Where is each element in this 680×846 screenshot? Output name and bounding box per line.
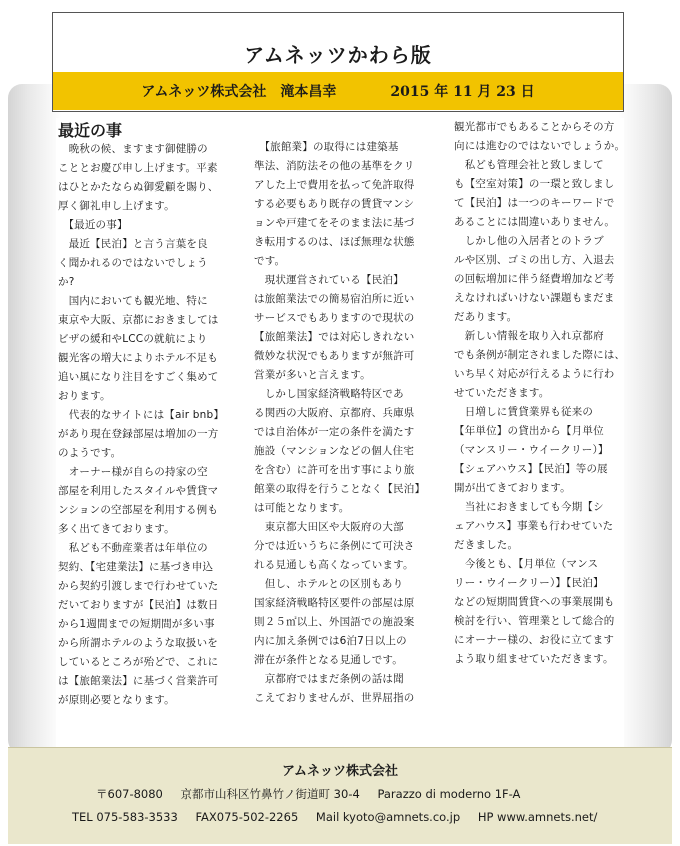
article-line: 新しい情報を取り入れ京都府	[454, 330, 604, 342]
article-line: る関西の大阪府、京都府、兵庫県	[254, 407, 415, 419]
article-line: などの短期間賃貸への事業展開も	[454, 596, 615, 608]
article-line: く聞かれるのではないでしょう	[58, 257, 208, 269]
article-line: の回転増加に伴う経費増加など考	[454, 273, 615, 285]
article-line: リー・ウイークリー）】【民泊】	[454, 577, 604, 589]
article-line: はひとかたならぬ御愛顧を賜り、	[58, 181, 219, 193]
article-line: 晩秋の候、ますます御健勝の	[58, 143, 208, 155]
article-column-1	[58, 140, 234, 710]
article-line: が原則必要となります。	[58, 694, 175, 706]
article-line: 私ども管理会社と致しまして	[454, 159, 604, 171]
footer-contact-line	[72, 810, 611, 824]
article-line: 厚く御礼申し上げます。	[58, 200, 175, 212]
article-line: から所謂ホテルのような取扱いを	[58, 637, 218, 649]
article-line: しかし他の入居者とのトラブ	[454, 235, 604, 247]
article-line: サービスでもありますので現状の	[254, 312, 415, 324]
article-line: 営業が多いと言えます。	[254, 369, 371, 381]
article-line: えなければいけない課題もまだま	[454, 292, 615, 304]
article-line: 京都府ではまだ条例の話は聞	[254, 673, 404, 685]
article-line: 【シェアハウス】【民泊】等の展	[454, 463, 608, 475]
article-line: しかし国家経済戦略特区であ	[254, 388, 404, 400]
article-line: 内に加え条例では6泊7日以上の	[254, 635, 407, 647]
article-line: する必要もあり既存の賃貸マンシ	[254, 198, 415, 210]
article-line: 館業の取得を行うことなく【民泊】	[254, 483, 426, 495]
article-line: 最近【民泊】と言う言葉を良	[58, 238, 208, 250]
article-line: も【空室対策】の一環と致しまし	[454, 178, 615, 190]
article-line: 国内においても観光地、特に	[58, 295, 208, 307]
article-line: にオーナー様の、お役に立てます	[454, 634, 615, 646]
article-line: 【年単位】の貸出から【月単位	[454, 425, 604, 437]
article-line: 今後とも、【月単位（マンス	[454, 558, 599, 570]
article-line: か?	[58, 276, 75, 288]
article-line: 私ども不動産業者は年単位の	[58, 542, 208, 554]
article-line: おります。	[58, 390, 111, 402]
article-line: 則２５㎡以上、外国語での施設案	[254, 616, 415, 628]
article-line: のようです。	[58, 447, 122, 459]
footer-tel: TEL 075-583-3533	[72, 810, 178, 824]
article-line: 観光客の増大によりホテル不足も	[58, 352, 218, 364]
article-line: 日増しに賃貸業界も従来の	[454, 406, 594, 418]
footer-company: アムネッツ株式会社	[281, 764, 399, 779]
article-line: いち早く対応が行えるように行わ	[454, 368, 615, 380]
article-line: は可能となります。	[254, 502, 350, 514]
article-line: だきました。	[454, 539, 519, 551]
article-line: て【民泊】は一つのキーワードで	[454, 197, 615, 209]
footer-postal: 〒607-8080	[96, 787, 163, 801]
article-line: ルや区別、ゴミの出し方、入退去	[454, 254, 615, 266]
footer-mail[interactable]: Mail kyoto@amnets.co.jp	[315, 810, 461, 824]
article-line: だあります。	[454, 311, 518, 323]
article-line: ェアハウス】事業も行わせていた	[454, 520, 614, 532]
article-line: き転用するのは、ほぼ無理な状態	[254, 236, 415, 248]
article-line: ンションの空部屋を利用する例も	[58, 504, 219, 516]
article-line: 代表的なサイトには【air bnb】	[58, 409, 225, 421]
article-line: あることには間違いありません。	[454, 216, 616, 228]
article-line: れる見通しも高くなっています。	[254, 559, 414, 571]
article-line: （マンスリー・ウイークリー）】	[454, 444, 609, 456]
article-line: 微妙な状況でもありますが無許可	[254, 350, 415, 362]
article-line: から契約引渡しまで行わせていた	[58, 580, 219, 592]
article-line: 契約、【宅建業法】に基づき申込	[58, 561, 214, 573]
article-line: 追い風になり注目をすごく集めて	[58, 371, 219, 383]
article-line: から1週間までの短期間が多い事	[58, 618, 215, 630]
byline-band	[53, 72, 623, 110]
article-line: 東京都大田区や大阪府の大部	[254, 521, 404, 533]
company-author: アムネッツ株式会社 滝本昌幸	[141, 84, 337, 100]
article-body	[56, 118, 624, 748]
article-line: は旅館業法での簡易宿泊所に近い	[254, 293, 415, 305]
footer-address: 京都市山科区竹鼻竹ノ街道町 30-4	[180, 787, 360, 801]
article-line: 準法、消防法その他の基準をクリ	[254, 160, 415, 172]
article-line: オーナー様が自らの持家の空	[58, 466, 208, 478]
footer-address-line	[96, 786, 534, 802]
article-line: 検討を行い、管理業として総合的	[454, 615, 615, 627]
newsletter-header	[52, 12, 624, 112]
article-heading: 最近の事	[58, 121, 123, 140]
article-line: 東京や大阪、京都におきましては	[58, 314, 219, 326]
article-line: 観光都市でもあることからその方	[454, 121, 615, 133]
footer-building: Parazzo di moderno 1F-A	[377, 787, 521, 801]
article-line: 部屋を利用したスタイルや賃貸マ	[58, 485, 219, 497]
article-line: 現状運営されている【民泊】	[254, 274, 404, 286]
article-line: 当社におきましても今期【シ	[454, 501, 604, 513]
article-line: ョンや戸建てをそのまま法に基づ	[254, 217, 415, 229]
article-line: 【最近の事】	[58, 219, 128, 231]
article-line: 滞在が条件となる見通しです。	[254, 654, 403, 666]
article-line: しているところが殆どで、これに	[58, 656, 219, 668]
article-line: よう取り組ませていただきます。	[454, 653, 614, 665]
article-line: では自治体が一定の条件を満たす	[254, 426, 415, 438]
article-line: ビザの緩和やLCCの就航により	[58, 333, 208, 345]
footer-homepage[interactable]: HP www.amnets.net/	[477, 810, 598, 824]
article-line: は【旅館業法】に基づく営業許可	[58, 675, 219, 687]
article-line: 向には進むのではないでしょうか。	[454, 140, 626, 152]
article-line: 但し、ホテルとの区別もあり	[254, 578, 404, 590]
article-line: 多く出てきております。	[58, 523, 175, 535]
article-line: です。	[254, 255, 286, 267]
article-line: 【旅館業法】では対応しきれない	[254, 331, 415, 343]
article-column-2	[254, 138, 430, 708]
article-line: 【旅館業】の取得には建築基	[254, 141, 399, 153]
article-column-3	[454, 118, 630, 669]
article-line: だいておりますが【民泊】は数日	[58, 599, 219, 611]
article-line: 国家経済戦略特区要件の部屋は原	[254, 597, 415, 609]
footer-fax: FAX075-502-2265	[195, 810, 299, 824]
article-line: があり現在登録部屋は増加の一方	[58, 428, 219, 440]
article-line: こえておりませんが、世界屈指の	[254, 692, 415, 704]
article-line: アした上で費用を払って免許取得	[254, 179, 415, 191]
article-line: 施設（マンションなどの個人住宅	[254, 445, 415, 457]
article-line: せていただきます。	[454, 387, 550, 399]
issue-date: 2015 年 11 月 23 日	[390, 84, 535, 100]
newsletter-title: アムネッツかわら版	[244, 43, 432, 67]
footer	[8, 747, 672, 844]
article-line: こととお慶び申し上げます。平素	[58, 162, 218, 174]
article-line: 分では近いうちに条例にて可決さ	[254, 540, 415, 552]
article-line: を含む）に許可を出す事により旅	[254, 464, 415, 476]
article-line: 開が出てきております。	[454, 482, 571, 494]
article-line: でも条例が制定されました際には、	[454, 349, 626, 361]
